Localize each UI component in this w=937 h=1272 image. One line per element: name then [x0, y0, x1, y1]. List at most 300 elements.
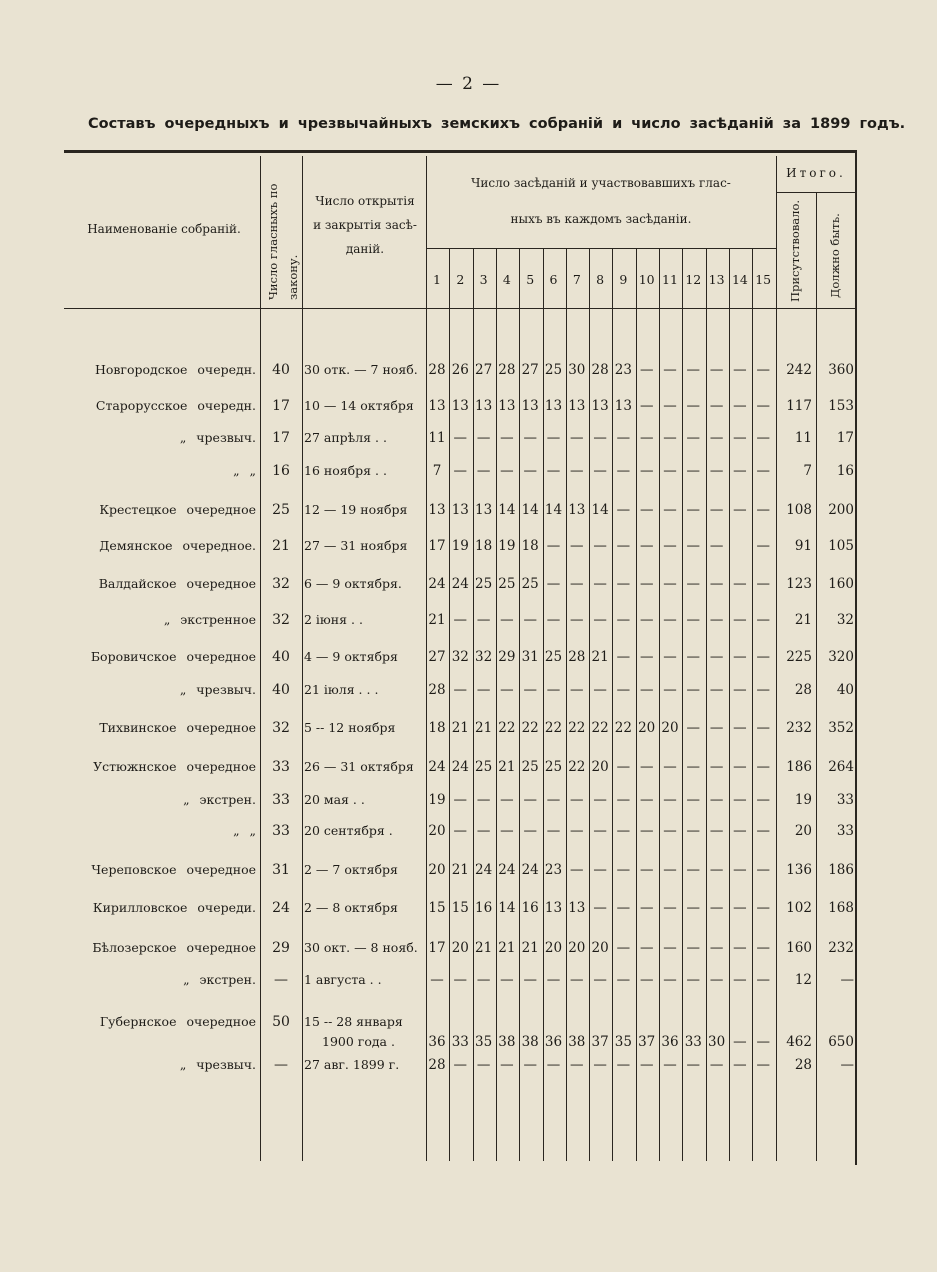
session-attendance: — [593, 576, 607, 592]
header-sessions-2: ныхъ въ каждомъ засѣданіи. [510, 212, 692, 226]
assembly-name: Валдайское очередное [98, 576, 256, 591]
assembly-name: „ экстренное [163, 612, 256, 627]
session-attendance: — [616, 823, 631, 839]
header-glasnye: Число гласныхъ по [266, 183, 280, 300]
header-dates-2: и закрытія засѣ- [313, 218, 417, 232]
session-attendance: — [663, 612, 677, 628]
session-attendance: — [523, 1057, 537, 1073]
session-attendance: — [570, 576, 584, 592]
session-attendance: 14 [544, 502, 563, 518]
session-attendance: — [476, 682, 491, 698]
session-attendance: 22 [498, 720, 516, 736]
session-attendance: — [453, 463, 468, 479]
session-attendance: 28 [428, 682, 446, 698]
session-attendance: 13 [451, 398, 469, 414]
session-attendance: — [663, 792, 677, 808]
session-attendance: 22 [591, 720, 609, 736]
session-attendance: — [616, 972, 631, 988]
header-sessions-1: Число засѣданій и участвовавшихъ глас- [471, 176, 731, 190]
assembly-name: Демянское очередное. [99, 538, 256, 553]
deputies-count: 24 [272, 900, 290, 916]
session-attendance: 24 [475, 862, 493, 878]
session-attendance: 27 [475, 362, 493, 378]
session-attendance: — [453, 1057, 468, 1073]
session-col-header: 9 [619, 272, 628, 287]
session-attendance: — [756, 900, 770, 916]
session-attendance: — [756, 792, 770, 808]
session-attendance: — [686, 720, 701, 736]
session-attendance: — [756, 612, 770, 628]
session-attendance: — [663, 972, 677, 988]
session-attendance: 24 [521, 862, 539, 878]
table-row [64, 538, 857, 572]
session-attendance: — [593, 1057, 607, 1073]
session-attendance: 25 [475, 759, 493, 775]
session-attendance: — [616, 430, 631, 446]
total-present: 21 [794, 612, 812, 628]
session-attendance: — [686, 576, 701, 592]
session-attendance: — [756, 759, 770, 775]
session-attendance: — [686, 900, 701, 916]
session-attendance: — [570, 430, 584, 446]
session-attendance: — [593, 430, 607, 446]
session-attendance: — [709, 972, 724, 988]
session-attendance: — [663, 502, 677, 518]
table-row [64, 862, 857, 896]
session-attendance: — [733, 720, 747, 736]
session-attendance: — [709, 463, 724, 479]
session-dates: 16 ноября . . [304, 463, 387, 478]
session-attendance: 37 [591, 1034, 609, 1050]
total-present: 232 [786, 720, 812, 736]
session-dates: 15 -- 28 января [304, 1014, 403, 1029]
session-attendance: — [756, 362, 770, 378]
session-attendance: 18 [521, 538, 539, 554]
session-attendance: — [663, 362, 677, 378]
session-attendance: 14 [498, 900, 516, 916]
session-attendance: — [733, 759, 747, 775]
session-attendance: 38 [498, 1034, 516, 1050]
total-present: 108 [786, 502, 812, 518]
session-attendance: 7 [432, 463, 442, 479]
deputies-count: 33 [272, 759, 290, 775]
session-attendance: 20 [451, 940, 469, 956]
session-attendance: — [663, 862, 677, 878]
session-attendance: 32 [475, 649, 493, 665]
table-row [64, 1014, 857, 1048]
header-dates-1: Число открытія [315, 194, 415, 208]
assembly-name: Новгородское очередн. [94, 362, 256, 377]
session-attendance: — [663, 398, 677, 414]
session-attendance: — [546, 430, 561, 446]
total-should: — [840, 1057, 854, 1073]
session-attendance: — [663, 649, 677, 665]
session-attendance: 14 [498, 502, 516, 518]
session-attendance: — [453, 972, 468, 988]
session-attendance: — [733, 649, 747, 665]
session-attendance: — [593, 972, 607, 988]
assembly-name: „ экстрен. [183, 792, 256, 807]
session-dates: 26 — 31 октября [304, 759, 414, 774]
total-present: 462 [786, 1034, 812, 1050]
session-dates: 4 — 9 октября [304, 649, 398, 664]
session-attendance: — [639, 612, 654, 628]
session-attendance: — [756, 398, 770, 414]
table-row [64, 463, 857, 497]
session-attendance: 16 [475, 900, 493, 916]
session-attendance: — [709, 682, 724, 698]
session-attendance: 24 [498, 862, 516, 878]
total-present: 186 [786, 759, 812, 775]
session-attendance: — [546, 612, 561, 628]
session-attendance: — [500, 682, 514, 698]
total-present: 102 [786, 900, 812, 916]
total-should: 153 [828, 398, 854, 414]
total-should: 33 [836, 792, 854, 808]
session-attendance: — [476, 792, 491, 808]
total-should: 33 [836, 823, 854, 839]
session-attendance: — [570, 463, 584, 479]
session-attendance: 29 [498, 649, 516, 665]
deputies-count: 16 [272, 463, 290, 479]
session-attendance: — [686, 430, 701, 446]
deputies-count: 33 [272, 823, 290, 839]
assembly-name: Губернское очередное [99, 1014, 256, 1029]
session-attendance: — [756, 538, 770, 554]
session-attendance: — [616, 759, 631, 775]
session-attendance: 24 [428, 576, 446, 592]
session-attendance: — [616, 900, 631, 916]
table-row [64, 1057, 857, 1091]
session-dates: 27 авг. 1899 г. [304, 1057, 400, 1072]
session-attendance: — [616, 649, 631, 665]
session-attendance: — [733, 940, 747, 956]
table-row [64, 502, 857, 536]
assembly-name: „ экстрен. [183, 972, 256, 987]
session-attendance: — [500, 612, 514, 628]
session-col-header: 14 [731, 272, 748, 287]
total-present: 160 [786, 940, 812, 956]
session-attendance: — [616, 612, 631, 628]
table-row [64, 823, 857, 857]
page-number: — 2 — [435, 74, 502, 94]
session-attendance: — [476, 430, 491, 446]
deputies-count: 32 [272, 612, 290, 628]
header-should: Должно быть. [828, 213, 842, 298]
session-attendance: — [709, 823, 724, 839]
total-should: 650 [828, 1034, 854, 1050]
session-attendance: 35 [475, 1034, 493, 1050]
session-attendance: — [639, 398, 654, 414]
session-attendance: — [476, 1057, 491, 1073]
session-dates: 6 — 9 октября. [304, 576, 402, 591]
session-attendance: — [570, 972, 584, 988]
session-attendance: 13 [451, 502, 469, 518]
total-should: 160 [828, 576, 854, 592]
session-attendance: — [500, 1057, 514, 1073]
session-dates: 2 — 8 октября [304, 900, 398, 915]
session-attendance: 33 [684, 1034, 702, 1050]
session-attendance: — [570, 682, 584, 698]
session-attendance: 36 [544, 1034, 563, 1050]
session-dates: 27 апрѣля . . [304, 430, 387, 445]
total-should: 320 [828, 649, 854, 665]
total-present: 28 [794, 682, 812, 698]
total-should: 360 [828, 362, 854, 378]
session-attendance: 27 [428, 649, 446, 665]
session-col-header: 4 [502, 272, 511, 287]
deputies-count: 40 [272, 682, 290, 698]
session-attendance: — [639, 430, 654, 446]
session-attendance: — [453, 612, 468, 628]
session-dates: 12 — 19 ноября [304, 502, 408, 517]
session-attendance: — [546, 823, 561, 839]
session-attendance: — [756, 1034, 770, 1050]
session-attendance: 13 [544, 900, 563, 916]
table-row [64, 612, 857, 646]
assembly-name: Боровичское очередное [90, 649, 256, 664]
session-attendance: — [453, 682, 468, 698]
session-attendance: — [756, 649, 770, 665]
session-attendance: — [500, 463, 514, 479]
deputies-count: 40 [272, 649, 290, 665]
session-attendance: 38 [521, 1034, 539, 1050]
session-attendance: 25 [521, 576, 539, 592]
session-attendance: — [453, 792, 468, 808]
session-attendance: — [546, 576, 561, 592]
session-attendance: — [593, 792, 607, 808]
table-row [64, 649, 857, 683]
session-attendance: — [476, 972, 491, 988]
total-should: 17 [836, 430, 854, 446]
deputies-count: 50 [272, 1014, 290, 1030]
session-attendance: — [546, 1057, 561, 1073]
assembly-name: Тихвинское очередное [99, 720, 256, 735]
deputies-count: 32 [272, 576, 290, 592]
session-col-header: 7 [572, 272, 581, 287]
assembly-name: Устюжнское очередное [93, 759, 256, 774]
total-should: 232 [828, 940, 854, 956]
session-attendance: — [639, 823, 654, 839]
session-col-header: 15 [755, 272, 772, 287]
session-attendance: 28 [568, 649, 586, 665]
session-attendance: — [756, 463, 770, 479]
total-should: 200 [828, 502, 854, 518]
session-attendance: — [570, 612, 584, 628]
total-should: 32 [836, 612, 854, 628]
session-attendance: — [756, 576, 770, 592]
session-attendance: 20 [661, 720, 679, 736]
table-title: Составъ очередныхъ и чрезвычайныхъ земскихъ собраній и число засѣданій за 1899 годъ. [88, 116, 906, 132]
session-attendance: — [546, 463, 561, 479]
session-dates: 5 -- 12 ноября [304, 720, 396, 735]
session-dates: 10 — 14 октября [304, 398, 414, 413]
session-attendance: 25 [498, 576, 516, 592]
session-attendance: — [733, 900, 747, 916]
session-attendance: 15 [451, 900, 469, 916]
session-col-header: 8 [596, 272, 605, 287]
session-attendance: — [639, 538, 654, 554]
session-attendance: 14 [521, 502, 539, 518]
session-attendance: 21 [475, 940, 493, 956]
session-attendance: 38 [568, 1034, 586, 1050]
session-attendance: — [616, 576, 631, 592]
session-attendance: 22 [544, 720, 563, 736]
session-attendance: 25 [544, 759, 563, 775]
session-dates: 30 окт. — 8 нояб. [304, 940, 418, 955]
total-should: 168 [828, 900, 854, 916]
deputies-count: 25 [272, 502, 290, 518]
session-attendance: — [500, 430, 514, 446]
session-attendance: — [500, 972, 514, 988]
session-attendance: 13 [568, 900, 586, 916]
session-attendance: 28 [428, 362, 446, 378]
session-attendance: 11 [428, 430, 446, 446]
total-should: — [840, 972, 854, 988]
session-attendance: — [523, 612, 537, 628]
session-attendance: 22 [614, 720, 632, 736]
session-attendance: — [709, 1057, 724, 1073]
session-attendance: — [709, 430, 724, 446]
session-dates: 20 сентября . [304, 823, 393, 838]
session-attendance: 13 [544, 398, 563, 414]
session-attendance: 23 [544, 862, 563, 878]
table-row [64, 720, 857, 754]
session-attendance: — [756, 823, 770, 839]
session-attendance: — [709, 649, 724, 665]
session-attendance: 26 [451, 362, 469, 378]
session-attendance: 21 [591, 649, 609, 665]
session-attendance: 20 [544, 940, 563, 956]
deputies-count: 40 [272, 362, 290, 378]
session-attendance: — [616, 1057, 631, 1073]
session-attendance: — [523, 463, 537, 479]
session-attendance: 21 [475, 720, 493, 736]
session-attendance: — [546, 538, 561, 554]
session-attendance: — [500, 792, 514, 808]
session-dates: 21 іюля . . . [304, 682, 379, 697]
total-present: 19 [794, 792, 812, 808]
session-attendance: — [686, 538, 701, 554]
total-present: 7 [803, 463, 812, 479]
session-attendance: — [686, 792, 701, 808]
session-attendance: — [616, 682, 631, 698]
session-attendance: — [663, 463, 677, 479]
session-attendance: — [733, 1057, 747, 1073]
session-attendance: — [663, 823, 677, 839]
session-attendance: 22 [568, 720, 586, 736]
session-attendance: 13 [498, 398, 516, 414]
session-attendance: 20 [591, 759, 609, 775]
session-attendance: 21 [498, 759, 516, 775]
session-attendance: 17 [428, 940, 446, 956]
table-row [64, 576, 857, 610]
session-attendance: — [709, 538, 724, 554]
session-attendance: — [476, 463, 491, 479]
total-present: 136 [786, 862, 812, 878]
session-attendance: — [639, 759, 654, 775]
assembly-name: „ чрезвыч. [179, 430, 256, 445]
session-attendance: — [709, 398, 724, 414]
session-attendance: — [639, 502, 654, 518]
session-attendance: 14 [591, 502, 609, 518]
session-attendance: 25 [544, 362, 563, 378]
assembly-name: „ чрезвыч. [179, 1057, 256, 1072]
deputies-count: 17 [272, 398, 290, 414]
session-attendance: — [733, 576, 747, 592]
total-should: 186 [828, 862, 854, 878]
session-attendance: — [453, 823, 468, 839]
session-attendance: — [593, 612, 607, 628]
table-row [64, 682, 857, 716]
assembly-name: Череповское очередное [91, 862, 256, 877]
session-attendance: — [500, 823, 514, 839]
assembly-name: „ „ [233, 463, 256, 478]
session-attendance: — [733, 502, 747, 518]
deputies-count: — [274, 1057, 288, 1073]
session-attendance: 20 [428, 823, 446, 839]
session-attendance: — [639, 900, 654, 916]
session-col-header: 12 [685, 272, 702, 287]
session-col-header: 6 [549, 272, 558, 287]
session-attendance: — [663, 538, 677, 554]
total-present: 242 [786, 362, 812, 378]
session-attendance: — [709, 612, 724, 628]
session-dates: 20 мая . . [304, 792, 365, 807]
session-attendance: — [686, 823, 701, 839]
session-attendance: — [616, 502, 631, 518]
session-attendance: — [686, 362, 701, 378]
session-attendance: 13 [568, 502, 586, 518]
session-attendance: — [639, 792, 654, 808]
session-attendance: — [686, 612, 701, 628]
session-attendance: 24 [451, 576, 469, 592]
session-attendance: — [686, 862, 701, 878]
session-attendance: 25 [475, 576, 493, 592]
session-attendance: 22 [568, 759, 586, 775]
session-attendance: — [733, 398, 747, 414]
session-attendance: — [453, 430, 468, 446]
session-attendance: 25 [544, 649, 563, 665]
session-attendance: — [756, 972, 770, 988]
session-col-header: 3 [479, 272, 488, 287]
assembly-name: „ чрезвыч. [179, 682, 256, 697]
session-attendance: — [733, 1034, 747, 1050]
session-attendance: — [663, 759, 677, 775]
session-attendance: 18 [475, 538, 493, 554]
header-glasnye-2: закону. [286, 254, 300, 300]
total-should: 352 [828, 720, 854, 736]
session-dates: 30 отк. — 7 нояб. [304, 362, 418, 377]
session-attendance: — [616, 792, 631, 808]
session-attendance: 21 [451, 862, 469, 878]
session-attendance: — [709, 792, 724, 808]
total-present: 28 [794, 1057, 812, 1073]
session-attendance: 19 [428, 792, 446, 808]
session-attendance: — [430, 972, 444, 988]
session-attendance: 30 [708, 1034, 726, 1050]
session-dates: 2 — 7 октября [304, 862, 398, 877]
session-attendance: — [663, 1057, 677, 1073]
session-attendance: — [616, 940, 631, 956]
session-attendance: 22 [521, 720, 539, 736]
session-attendance: 31 [521, 649, 539, 665]
session-attendance: — [686, 463, 701, 479]
total-present: 123 [786, 576, 812, 592]
session-attendance: — [546, 682, 561, 698]
session-attendance: — [733, 362, 747, 378]
session-attendance: 21 [451, 720, 469, 736]
